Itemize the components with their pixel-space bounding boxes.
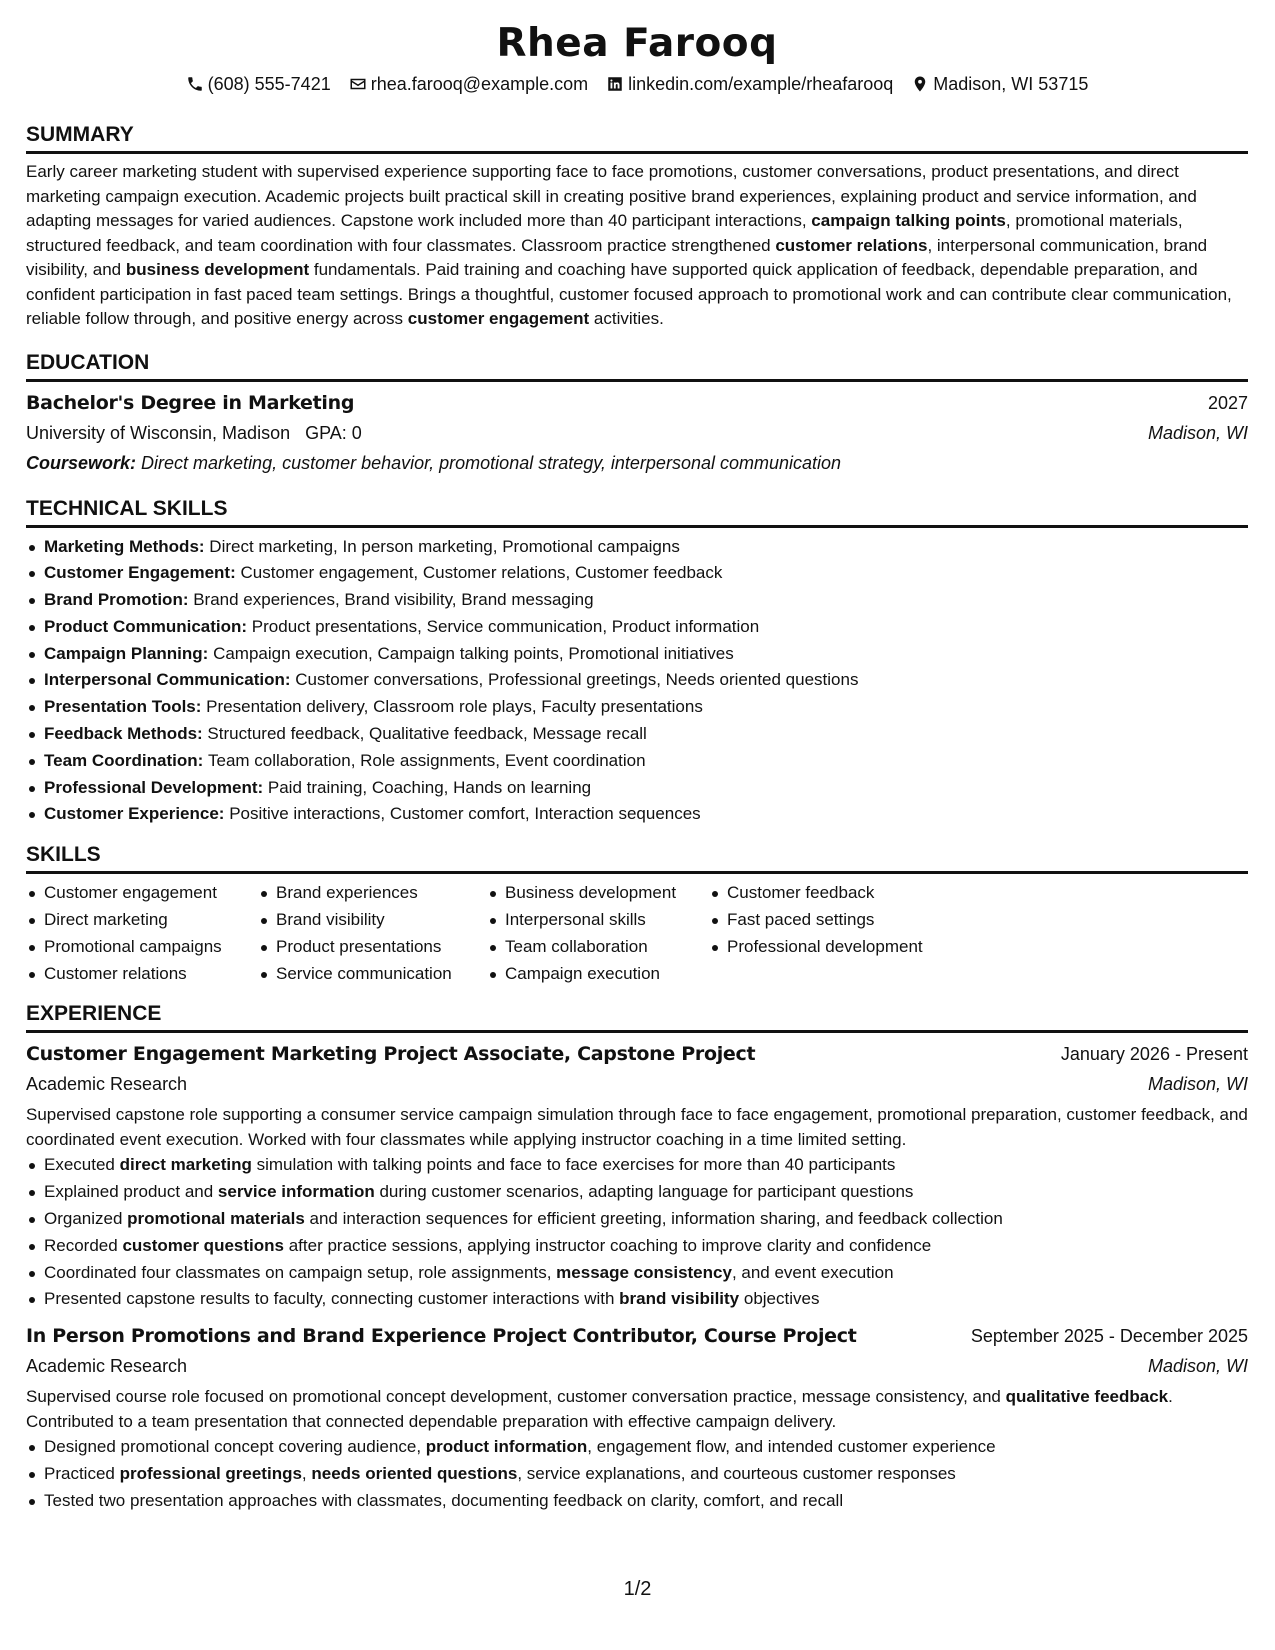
job-bullet-text: , engagement flow, and intended customer experience: [587, 1437, 996, 1457]
job-bullet-keyword: service information: [217, 1182, 375, 1202]
technical-skills-heading: TECHNICAL SKILLS: [26, 496, 1248, 528]
skills-section: [26, 842, 1248, 987]
job-bullet-text: ,: [301, 1464, 312, 1484]
job-bullet: [26, 1233, 1248, 1260]
skill-item: Team collaboration: [487, 934, 709, 961]
skill-item: Customer feedback: [709, 880, 969, 907]
job-description: [26, 1103, 1248, 1152]
job-location: Madison, WI: [1147, 1356, 1248, 1377]
skill-item: Brand visibility: [258, 907, 487, 934]
skill-item: Customer engagement: [26, 880, 258, 907]
technical-skill-item: [26, 721, 1248, 748]
job-bullet-text: and interaction sequences for efficient greeting, information sharing, and feedback collection: [304, 1209, 1003, 1229]
technical-skill-item: [26, 801, 1248, 828]
summary-text: , interpersonal communication, brand visibility, and: [26, 235, 1208, 279]
skills-grid: [26, 880, 1248, 987]
skill-item: Product presentations: [258, 934, 487, 961]
technical-skills-section: [26, 496, 1248, 829]
technical-skill-value: Brand experiences, Brand visibility, Brand messaging: [193, 590, 594, 610]
job-entry: [26, 1321, 1248, 1514]
experience-list: [26, 1039, 1248, 1514]
summary-keyword: business development: [125, 260, 310, 279]
summary-text: [26, 160, 1248, 332]
technical-skill-value: Presentation delivery, Classroom role plays, Faculty presentations: [206, 697, 703, 717]
skill-item: Interpersonal skills: [487, 907, 709, 934]
job-bullet-keyword: direct marketing: [119, 1155, 252, 1175]
technical-skill-value: Structured feedback, Qualitative feedback, Message recall: [207, 724, 647, 744]
job-bullet-keyword: professional greetings: [119, 1464, 302, 1484]
technical-skill-label: Professional Development:: [44, 777, 268, 797]
technical-skill-label: Presentation Tools:: [44, 697, 207, 717]
job-description-text: Supervised course role focused on promotional concept development, customer conversation practice, message consistency, and: [26, 1387, 1006, 1407]
job-bullet: [26, 1461, 1248, 1488]
contact-email-text[interactable]: rhea.farooq@example.com: [370, 74, 589, 94]
skill-item: Business development: [487, 880, 709, 907]
summary-text: Early career marketing student with supervised experience supporting face to face promotions, customer conversations, product presentations, and direct marketing campaign execution. Academic projects built practical skill in creating positive brand experiences, explaining product and service information, and adapting messages for varied audiences. Capstone work included more than 40 participant interactions,: [26, 162, 1197, 230]
technical-skill-label: Customer Engagement:: [44, 563, 241, 583]
technical-skill-label: Product Communication:: [44, 616, 252, 636]
job-bullet: [26, 1152, 1248, 1179]
job-title: Customer Engagement Marketing Project Associate, Capstone Project: [26, 1043, 756, 1066]
job-bullet-text: Organized: [44, 1209, 128, 1229]
resume-page: [26, 18, 1248, 1523]
skills-column: [487, 880, 709, 987]
job-org-row: [26, 1351, 1248, 1381]
location-pin-icon: [911, 75, 929, 93]
job-bullet: [26, 1488, 1248, 1515]
job-bullet-keyword: promotional materials: [127, 1209, 305, 1229]
job-bullets: [26, 1434, 1248, 1514]
phone-icon: [186, 75, 204, 93]
page-number: 1/2: [623, 1578, 652, 1600]
job-title-row: [26, 1321, 1248, 1351]
technical-skill-value: Direct marketing, In person marketing, Promotional campaigns: [209, 536, 680, 556]
job-description: [26, 1385, 1248, 1434]
job-bullet-text: , service explanations, and courteous customer responses: [517, 1464, 956, 1484]
education-school-row: [26, 418, 1248, 448]
summary-section: [26, 122, 1248, 332]
technical-skill-item: [26, 641, 1248, 668]
job-bullet-text: Coordinated four classmates on campaign setup, role assignments,: [44, 1262, 557, 1282]
skill-item: Direct marketing: [26, 907, 258, 934]
degree-title: Bachelor's Degree in Marketing: [26, 391, 355, 414]
technical-skill-value: Customer engagement, Customer relations, Customer feedback: [240, 563, 723, 583]
technical-skill-label: Feedback Methods:: [44, 724, 208, 744]
summary-text: , promotional materials, structured feedback, and team coordination with four classmates. Classroom practice strengthened: [26, 211, 1183, 255]
contact-location: [911, 72, 1088, 96]
job-bullet-text: Tested two presentation approaches with classmates, documenting feedback on clarity, comfort, and recall: [44, 1490, 844, 1510]
job-bullet-text: Designed promotional concept covering audience,: [44, 1437, 426, 1457]
skill-item: Service communication: [258, 961, 487, 988]
job-description-keyword: qualitative feedback: [1005, 1387, 1169, 1407]
job-bullet-text: Recorded: [44, 1235, 123, 1255]
contact-linkedin-text[interactable]: linkedin.com/example/rheafarooq: [628, 74, 894, 94]
job-bullet-text: during customer scenarios, adapting language for participant questions: [374, 1182, 914, 1202]
job-entry: [26, 1039, 1248, 1313]
summary-keyword: customer engagement: [407, 309, 590, 328]
school-line: [26, 418, 362, 448]
technical-skill-item: [26, 587, 1248, 614]
technical-skill-item: [26, 614, 1248, 641]
job-title-row: [26, 1039, 1248, 1069]
experience-section: [26, 1001, 1248, 1514]
job-bullet-keyword: brand visibility: [619, 1289, 740, 1309]
job-organization: Academic Research: [26, 1074, 188, 1095]
technical-skill-label: Marketing Methods:: [44, 536, 210, 556]
contact-linkedin[interactable]: [606, 72, 893, 96]
job-dates: September 2025 - December 2025: [970, 1326, 1248, 1347]
technical-skill-value: Paid training, Coaching, Hands on learning: [267, 777, 592, 797]
skill-item: Customer relations: [26, 961, 258, 988]
technical-skill-value: Customer conversations, Professional greetings, Needs oriented questions: [295, 670, 859, 690]
education-degree-row: [26, 388, 1248, 418]
job-bullet-text: after practice sessions, applying instructor coaching to improve clarity and confidence: [283, 1235, 932, 1255]
skill-item: Professional development: [709, 934, 969, 961]
school-name: University of Wisconsin, Madison: [26, 422, 291, 443]
skills-column: [258, 880, 487, 987]
technical-skill-item: [26, 694, 1248, 721]
job-bullet-keyword: message consistency: [556, 1262, 732, 1282]
skills-column: [26, 880, 258, 987]
job-bullet-keyword: product information: [425, 1437, 588, 1457]
linkedin-icon: [606, 75, 624, 93]
job-title: In Person Promotions and Brand Experience Project Contributor, Course Project: [26, 1325, 857, 1348]
school-location: Madison, WI: [1147, 422, 1248, 443]
technical-skill-value: Team collaboration, Role assignments, Event coordination: [208, 750, 646, 770]
job-dates: January 2026 - Present: [1060, 1044, 1248, 1065]
job-bullet: [26, 1260, 1248, 1287]
technical-skill-value: Product presentations, Service communication, Product information: [251, 616, 760, 636]
job-bullet-text: Executed: [44, 1155, 120, 1175]
skill-item: Campaign execution: [487, 961, 709, 988]
technical-skill-label: Interpersonal Communication:: [44, 670, 296, 690]
technical-skill-label: Brand Promotion:: [44, 590, 194, 610]
job-org-row: [26, 1069, 1248, 1099]
technical-skill-label: Customer Experience:: [44, 804, 230, 824]
job-bullet-keyword: needs oriented questions: [311, 1464, 518, 1484]
education-section: [26, 350, 1248, 478]
skills-column: [709, 880, 969, 987]
contact-bar: [26, 72, 1248, 96]
technical-skill-label: Campaign Planning:: [44, 643, 214, 663]
skill-item: Fast paced settings: [709, 907, 969, 934]
gpa: GPA: 0: [305, 422, 362, 443]
technical-skill-item: [26, 667, 1248, 694]
contact-email[interactable]: [349, 72, 588, 96]
job-bullet-text: Presented capstone results to faculty, connecting customer interactions with: [44, 1289, 620, 1309]
job-bullets: [26, 1152, 1248, 1313]
summary-text: fundamentals. Paid training and coaching have supported quick application of feedback, dependable preparation, and confident participation in fast paced team settings. Brings a thoughtful, customer focused approach to promotional work and can contribute clear communication, reliable follow through, and positive energy across: [26, 260, 1232, 328]
graduation-year: 2027: [1207, 392, 1248, 413]
job-bullet: [26, 1286, 1248, 1313]
summary-keyword: campaign talking points: [811, 211, 1006, 230]
summary-heading: SUMMARY: [26, 122, 1248, 154]
summary-keyword: customer relations: [775, 235, 928, 255]
envelope-icon: [349, 75, 367, 93]
skill-item: Promotional campaigns: [26, 934, 258, 961]
contact-location-text: Madison, WI 53715: [933, 74, 1089, 94]
coursework-line: [26, 448, 1248, 478]
job-description-text: . Contributed to a team presentation that connected dependable preparation with effective campaign delivery.: [26, 1387, 1173, 1431]
technical-skill-item: [26, 775, 1248, 802]
technical-skill-item: [26, 560, 1248, 587]
technical-skill-value: Campaign execution, Campaign talking points, Promotional initiatives: [213, 643, 734, 663]
skills-heading: SKILLS: [26, 842, 1248, 874]
job-organization: Academic Research: [26, 1356, 188, 1377]
education-heading: EDUCATION: [26, 350, 1248, 382]
contact-phone: [186, 72, 331, 96]
job-bullet-text: , and event execution: [731, 1262, 894, 1282]
job-bullet-text: objectives: [739, 1289, 820, 1309]
summary-text: activities.: [589, 309, 664, 328]
candidate-name: Rhea Farooq: [496, 21, 778, 66]
skill-item: Brand experiences: [258, 880, 487, 907]
coursework-list: Direct marketing, customer behavior, promotional strategy, interpersonal communication: [141, 452, 842, 473]
job-bullet: [26, 1179, 1248, 1206]
job-bullet: [26, 1434, 1248, 1461]
job-bullet-text: simulation with talking points and face to face exercises for more than 40 participants: [251, 1155, 896, 1175]
job-description-text: Supervised capstone role supporting a consumer service campaign simulation through face to face engagement, promotional preparation, customer feedback, and coordinated event execution. Worked with four classmates while applying instructor coaching in a time limited setting.: [26, 1105, 1248, 1149]
technical-skill-item: [26, 748, 1248, 775]
technical-skill-item: [26, 534, 1248, 561]
job-bullet-keyword: customer questions: [122, 1235, 284, 1255]
technical-skills-list: [26, 534, 1248, 829]
technical-skill-value: Positive interactions, Customer comfort, Interaction sequences: [229, 804, 701, 824]
contact-phone-text: (608) 555-7421: [207, 74, 331, 94]
job-bullet-text: Practiced: [44, 1464, 120, 1484]
technical-skill-label: Team Coordination:: [44, 750, 209, 770]
coursework-label: Coursework:: [26, 452, 137, 473]
experience-heading: EXPERIENCE: [26, 1001, 1248, 1033]
job-bullet: [26, 1206, 1248, 1233]
job-location: Madison, WI: [1147, 1074, 1248, 1095]
job-bullet-text: Explained product and: [44, 1182, 218, 1202]
